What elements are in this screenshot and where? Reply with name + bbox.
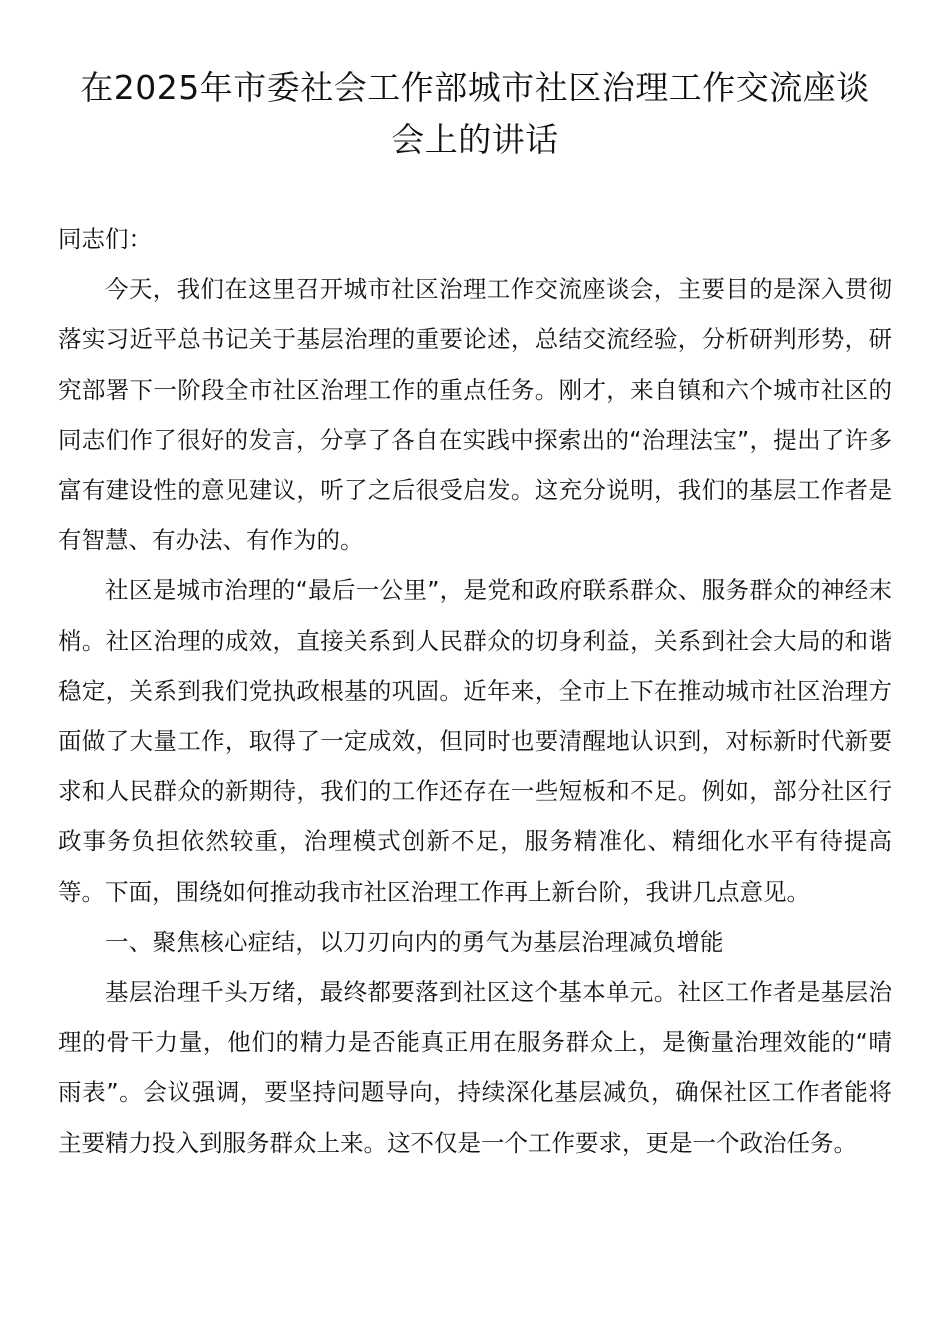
paragraph-context: 社区是城市治理的“最后一公里”，是党和政府联系群众、服务群众的神经末梢。社区治理的成效，直接关系到人民群众的切身利益，关系到社会大局的和谐稳定，关系到我们党执政根基的巩固。近年来，全市上下在推动城市社区治理方面做了大量工作，取得了一定成效，但同时也要清醒地认识到，对标新时代新要求和人民群众的新期待，我们的工作还存在一些短板和不足。例如，部分社区行政事务负担依然较重，治理模式创新不足，服务精准化、精细化水平有待提高等。下面，围绕如何推动我市社区治理工作再上新台阶，我讲几点意见。 <box>58 576 892 906</box>
document-body <box>58 214 892 1168</box>
section-1-paragraph: 基层治理千头万绪，最终都要落到社区这个基本单元。社区工作者是基层治理的骨干力量，他们的精力是否能真正用在服务群众上，是衡量治理效能的“晴雨表”。会议强调，要坚持问题导向，持续深化基层减负，确保社区工作者能将主要精力投入到服务群众上来。这不仅是一个工作要求，更是一个政治任务。 <box>58 978 892 1157</box>
document-title: 在2025年市委社会工作部城市社区治理工作交流座谈会上的讲话 <box>80 68 870 159</box>
salutation: 同志们： <box>58 225 152 253</box>
paragraph-intro: 今天，我们在这里召开城市社区治理工作交流座谈会，主要目的是深入贯彻落实习近平总书记关于基层治理的重要论述，总结交流经验，分析研判形势，研究部署下一阶段全市社区治理工作的重点任务。刚才，来自镇和六个城市社区的同志们作了很好的发言，分享了各自在实践中探索出的“治理法宝”，提出了许多富有建设性的意见建议，听了之后很受启发。这充分说明，我们的基层工作者是有智慧、有办法、有作为的。 <box>58 275 892 555</box>
section-heading-1: 一、聚焦核心症结，以刀刃向内的勇气为基层治理减负增能 <box>105 927 724 956</box>
